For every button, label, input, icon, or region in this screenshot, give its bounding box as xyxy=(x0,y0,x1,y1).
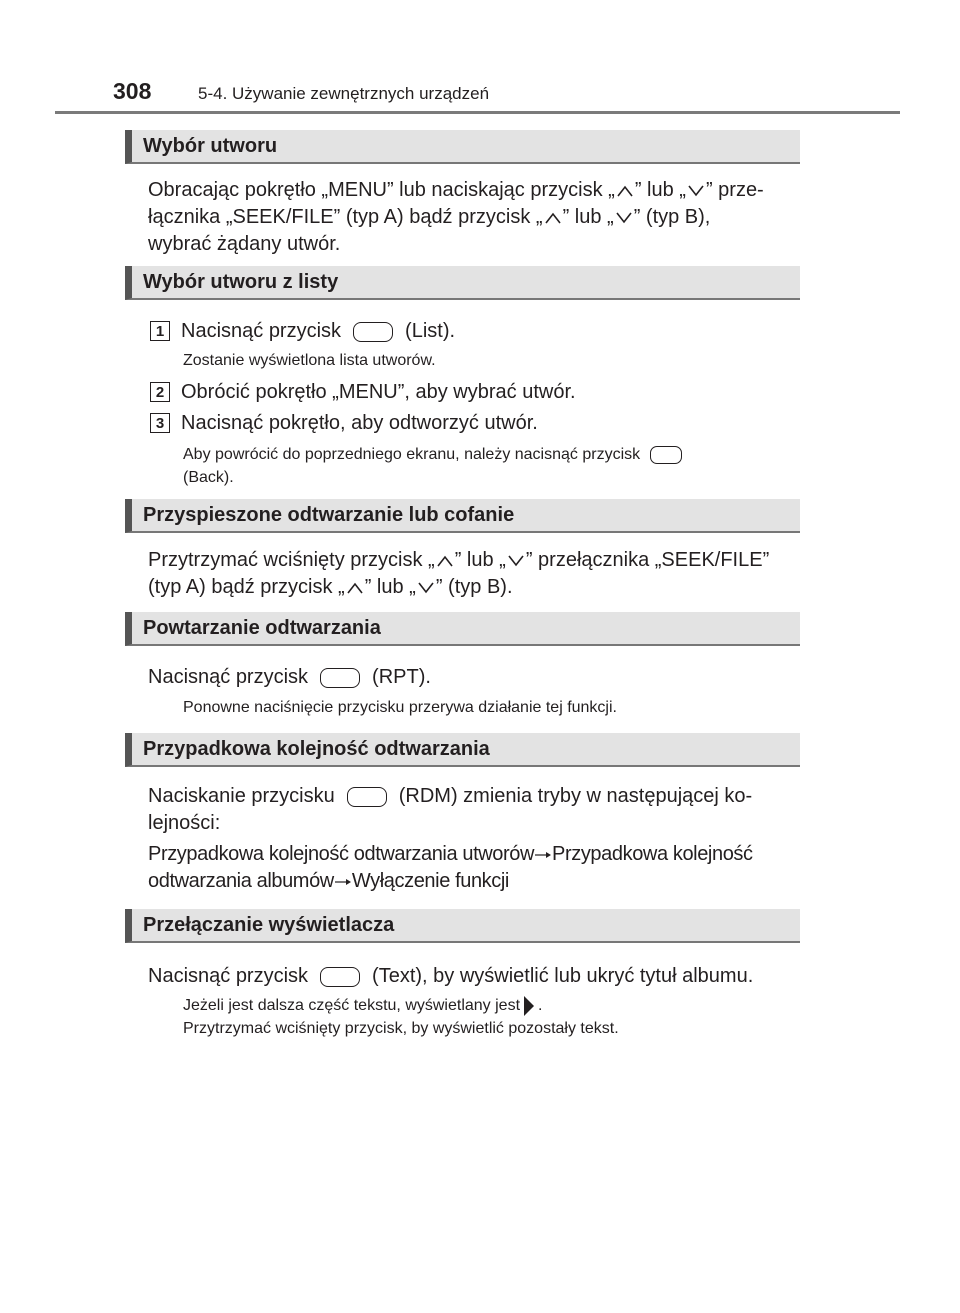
chevron-down-icon xyxy=(508,555,524,567)
list-button-icon xyxy=(353,322,393,342)
section-header-track-from-list xyxy=(125,266,800,300)
paragraph-random: Naciskanie przycisku (RDM) zmienia tryby w następującej ko- lejności: xyxy=(148,785,753,834)
section-header-track-select xyxy=(125,130,800,164)
paragraph-fast-forward: Przytrzymać wciśnięty przycisk „ ” lub „ ” przełącznika „SEEK/FILE” (typ A) bądź przycisk „ ” lub „ ” (typ B). xyxy=(148,549,770,598)
paragraph-random-modes: Przypadkowa kolejność odtwarzania utworów Przypadkowa kolejność odtwarzania albumów Wyłączenie funkcji xyxy=(148,843,753,892)
step-number-2: 2 xyxy=(150,382,170,402)
chevron-down-icon xyxy=(616,212,632,224)
section-header-fast-forward xyxy=(125,499,800,533)
text-button-icon xyxy=(320,967,360,987)
chapter-title: 5-4. Używanie zewnętrznych urządzeń xyxy=(198,84,490,103)
section-header-random xyxy=(125,733,800,767)
arrow-right-icon xyxy=(335,877,351,887)
section-title: Przełączanie wyświetlacza xyxy=(143,914,395,936)
page-number: 308 xyxy=(113,78,152,104)
step-number-1: 1 xyxy=(150,321,170,341)
step-number-3: 3 xyxy=(150,413,170,433)
paragraph-track-select: Obracając pokrętło „MENU” lub naciskając przycisk „ ” lub „ ” prze- łącznika „SEEK/FILE” (typ A) bądź przycisk „ ” lub „ ” (typ B), wybrać żądany utwór. xyxy=(148,179,764,255)
display-note: Jeżeli jest dalsza część tekstu, wyświetlany jest . Przytrzymać wciśnięty przycisk, by wyświetlić pozostały tekst. xyxy=(183,994,800,1040)
chevron-up-icon xyxy=(617,185,633,197)
step-1-note: Zostanie wyświetlona lista utworów. xyxy=(183,352,436,369)
arrow-right-icon xyxy=(535,850,551,860)
section-title: Wybór utworu xyxy=(143,135,278,157)
rpt-button-icon xyxy=(320,668,360,688)
section-title: Przypadkowa kolejność odtwarzania xyxy=(143,738,490,760)
more-text-triangle-icon xyxy=(523,995,535,1017)
section-title: Powtarzanie odtwarzania xyxy=(143,617,381,639)
rdm-button-icon xyxy=(347,787,387,807)
step-1-text: Nacisnąć przycisk (List). xyxy=(181,320,456,342)
header-divider xyxy=(55,111,900,114)
paragraph-repeat: Nacisnąć przycisk (RPT). xyxy=(148,666,431,688)
section-title: Przyspieszone odtwarzanie lub cofanie xyxy=(143,504,515,526)
repeat-note: Ponowne naciśnięcie przycisku przerywa działanie tej funkcji. xyxy=(183,699,617,716)
chevron-up-icon xyxy=(437,555,453,567)
chevron-down-icon xyxy=(418,582,434,594)
back-button-icon xyxy=(650,446,682,464)
section-header-display xyxy=(125,909,800,943)
chevron-down-icon xyxy=(688,185,704,197)
section-title: Wybór utworu z listy xyxy=(143,271,339,293)
chevron-up-icon xyxy=(545,212,561,224)
step-2-text: Obrócić pokrętło „MENU”, aby wybrać utwór. xyxy=(181,381,576,403)
step-3-text: Nacisnąć pokrętło, aby odtworzyć utwór. xyxy=(181,412,538,434)
chevron-up-icon xyxy=(347,582,363,594)
step-3-note: Aby powrócić do poprzedniego ekranu, należy nacisnąć przycisk (Back). xyxy=(183,443,800,489)
section-header-repeat xyxy=(125,612,800,646)
paragraph-display: Nacisnąć przycisk (Text), by wyświetlić lub ukryć tytuł albumu. xyxy=(148,965,754,987)
